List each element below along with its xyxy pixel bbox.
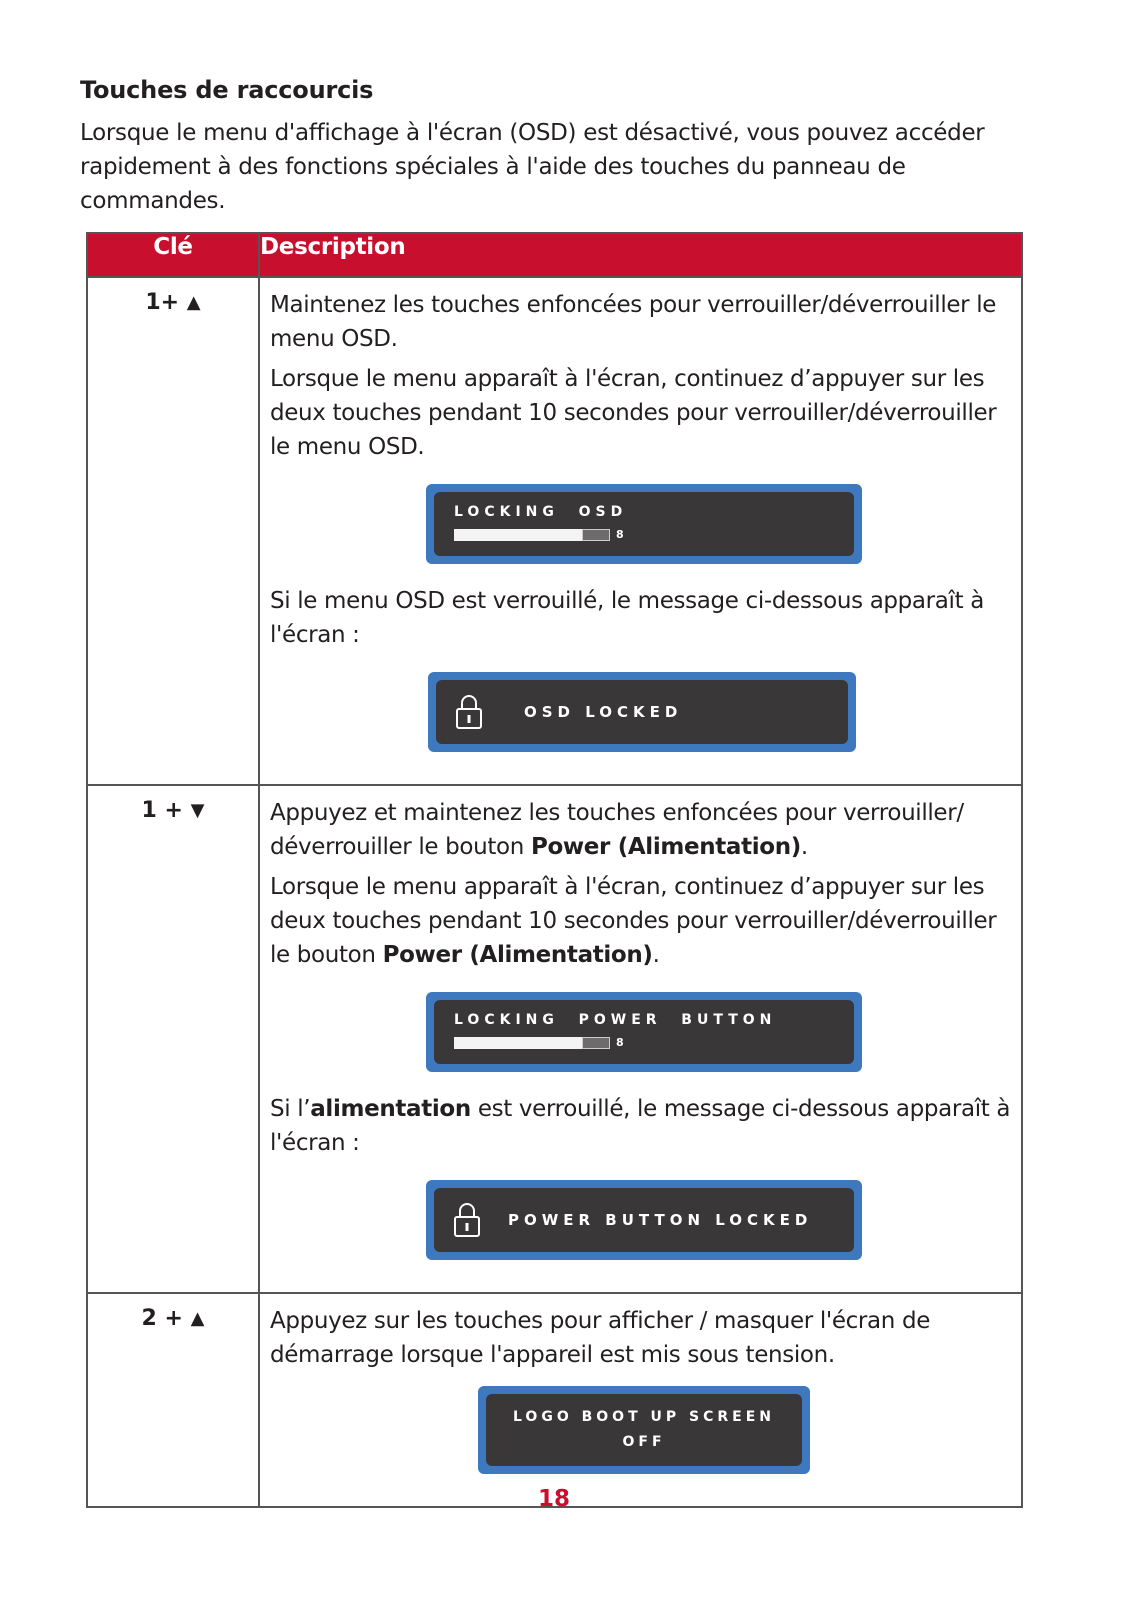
- header-key: Clé: [87, 233, 259, 277]
- key-cell: [87, 785, 259, 1293]
- header-description: Description: [259, 233, 1022, 277]
- description-text: Appuyez sur les touches pour afficher / masquer l'écran de démarrage lorsque l'appareil est mis sous tension.: [270, 1308, 931, 1368]
- table-header-row: [87, 233, 1022, 277]
- osd-locked-screen: [428, 672, 856, 752]
- key-combo-label: 2 +: [141, 1306, 183, 1331]
- osd-locking-power-screen: [426, 992, 862, 1072]
- osd-message-line2: OFF: [622, 1434, 666, 1450]
- osd-locking-osd-screen: [426, 484, 862, 564]
- description-text: Maintenez les touches enfoncées pour verrouiller/déverrouiller le menu OSD.: [270, 292, 997, 352]
- table-row: [87, 1293, 1022, 1507]
- osd-power-locked-screen: [426, 1180, 862, 1260]
- key-cell: [87, 1293, 259, 1507]
- progress-bar: [454, 1037, 582, 1049]
- key-cell: [87, 277, 259, 785]
- description-text: Lorsque le menu apparaît à l'écran, continuez d’appuyer sur les deux touches pendant 10 secondes pour verrouiller/déverrouiller le menu OSD.: [270, 366, 997, 460]
- page-title: Touches de raccourcis: [80, 76, 374, 104]
- description-text: Si le menu OSD est verrouillé, le message ci-dessous apparaît à l'écran :: [270, 588, 984, 648]
- description-text: Si l’alimentation est verrouillé, le message ci-dessous apparaît à l'écran :: [270, 1096, 1011, 1156]
- osd-message-line1: LOGO BOOT UP SCREEN: [513, 1409, 775, 1425]
- progress-handle: [582, 1037, 610, 1049]
- shortcut-keys-table: [86, 232, 1023, 1508]
- description-cell: [259, 1293, 1022, 1507]
- progress-bar: [454, 529, 582, 541]
- osd-message: OSD LOCKED: [524, 703, 683, 721]
- table-row: [87, 785, 1022, 1293]
- power-button-term: Power (Alimentation): [382, 942, 653, 968]
- key-combo-label: 1 +: [141, 798, 183, 823]
- description-cell: [259, 277, 1022, 785]
- key-combo-label: 1+: [145, 290, 180, 315]
- up-arrow-icon: ▲: [190, 1308, 205, 1329]
- osd-message: LOCKING POWER BUTTON: [454, 1012, 777, 1028]
- table-row: [87, 277, 1022, 785]
- up-arrow-icon: ▲: [186, 292, 201, 313]
- power-term: alimentation: [310, 1096, 471, 1122]
- description-cell: [259, 785, 1022, 1293]
- description-text: Appuyez et maintenez les touches enfoncées pour verrouiller/ déverrouiller le bouton Power (Alimentation).: [270, 800, 964, 860]
- osd-message: LOCKING OSD: [454, 504, 628, 520]
- power-button-term: Power (Alimentation): [530, 834, 801, 860]
- page-number: 18: [537, 1486, 570, 1512]
- description-text: Lorsque le menu apparaît à l'écran, continuez d’appuyer sur les deux touches pendant 10 secondes pour verrouiller/déverrouiller le bouton Power (Alimentation).: [270, 874, 997, 968]
- countdown-value: 8: [616, 1036, 624, 1049]
- intro-paragraph: Lorsque le menu d'affichage à l'écran (OSD) est désactivé, vous pouvez accéder rapidement à des fonctions spéciales à l'aide des touches du panneau de commandes.: [80, 120, 985, 214]
- osd-logo-boot-screen: [478, 1386, 810, 1474]
- osd-message: POWER BUTTON LOCKED: [508, 1211, 813, 1229]
- countdown-value: 8: [616, 528, 624, 541]
- padlock-icon: [454, 693, 484, 731]
- down-arrow-icon: ▼: [190, 800, 205, 821]
- padlock-icon: [452, 1201, 482, 1239]
- progress-handle: [582, 529, 610, 541]
